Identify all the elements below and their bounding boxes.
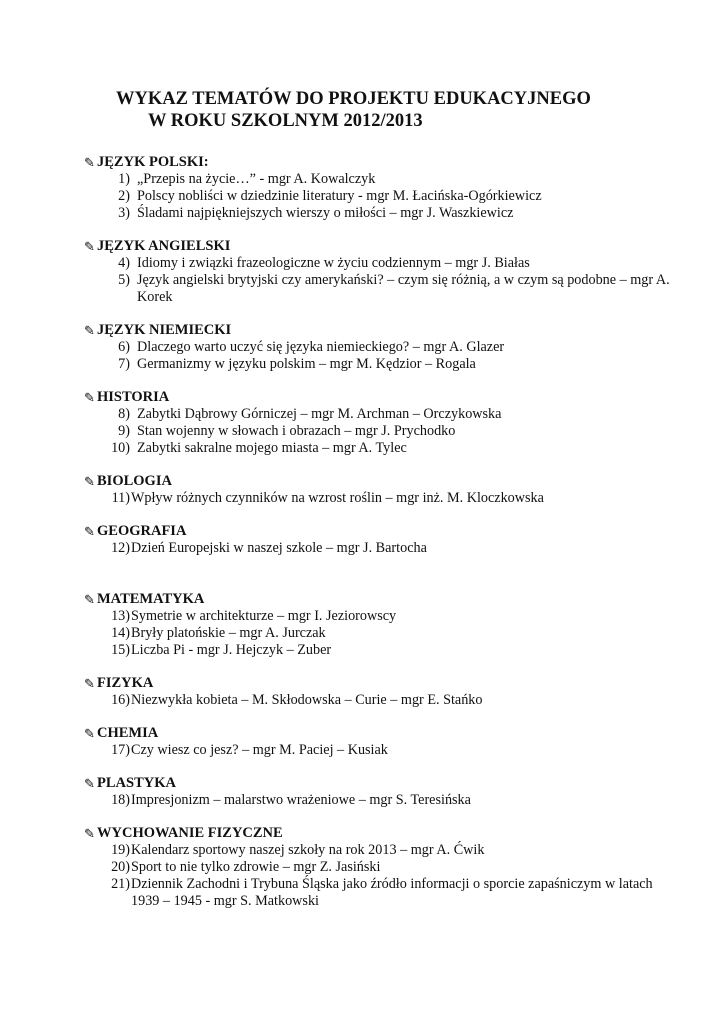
item-text: Zabytki Dąbrowy Górniczej – mgr M. Archman – Orczykowska — [137, 406, 502, 422]
section-label: JĘZYK POLSKI: — [97, 154, 209, 170]
topic-list — [84, 406, 684, 457]
section-wychowanie-fizyczne — [84, 825, 684, 910]
section-historia — [84, 389, 684, 457]
pencil-bullet-icon: ✎ — [84, 390, 95, 405]
section-jezyk-niemiecki — [84, 322, 684, 373]
item-number: 21) — [111, 876, 130, 892]
topic-list — [84, 792, 684, 809]
item-number: 2) — [118, 188, 130, 204]
item-number: 14) — [111, 625, 130, 641]
section-biologia — [84, 473, 684, 507]
section-heading — [84, 591, 684, 608]
item-text: Śladami najpiękniejszych wierszy o miłości – mgr J. Waszkiewicz — [137, 205, 514, 221]
item-number: 6) — [118, 339, 130, 355]
item-number: 1) — [118, 171, 130, 187]
section-label: HISTORIA — [97, 389, 170, 405]
topic-list — [84, 842, 684, 910]
section-jezyk-angielski — [84, 238, 684, 306]
item-text: Wpływ różnych czynników na wzrost roślin – mgr inż. M. Kloczkowska — [131, 490, 544, 506]
pencil-bullet-icon: ✎ — [84, 826, 95, 841]
list-item — [84, 255, 684, 272]
item-text: Zabytki sakralne mojego miasta – mgr A. Tylec — [137, 440, 407, 456]
item-number: 20) — [111, 859, 130, 875]
section-heading — [84, 775, 684, 792]
item-text: Impresjonizm – malarstwo wrażeniowe – mgr S. Teresińska — [131, 792, 471, 808]
pencil-bullet-icon: ✎ — [84, 726, 95, 741]
item-number: 9) — [118, 423, 130, 439]
item-number: 10) — [111, 440, 130, 456]
pencil-bullet-icon: ✎ — [84, 776, 95, 791]
item-text: Stan wojenny w słowach i obrazach – mgr J. Prychodko — [137, 423, 456, 439]
topic-list — [84, 608, 684, 659]
pencil-bullet-icon: ✎ — [84, 524, 95, 539]
list-item — [84, 625, 684, 642]
item-number: 7) — [118, 356, 130, 372]
section-heading — [84, 238, 684, 255]
item-number: 19) — [111, 842, 130, 858]
item-text: Dzień Europejski w naszej szkole – mgr J. Bartocha — [131, 540, 427, 556]
item-text: Germanizmy w języku polskim – mgr M. Kędzior – Rogala — [137, 356, 476, 372]
item-number: 4) — [118, 255, 130, 271]
section-chemia — [84, 725, 684, 759]
section-jezyk-polski — [84, 154, 684, 222]
topic-list — [84, 171, 684, 222]
section-heading — [84, 473, 684, 490]
item-number: 13) — [111, 608, 130, 624]
topic-list — [84, 255, 684, 306]
section-label: MATEMATYKA — [97, 591, 205, 607]
section-fizyka — [84, 675, 684, 709]
list-item — [84, 540, 684, 557]
list-item — [84, 692, 684, 709]
list-item — [84, 859, 684, 876]
list-item — [84, 608, 684, 625]
list-item — [84, 406, 684, 423]
item-number: 12) — [111, 540, 130, 556]
section-heading — [84, 154, 684, 171]
pencil-bullet-icon: ✎ — [84, 474, 95, 489]
item-text: Dziennik Zachodni i Trybuna Śląska jako źródło informacji o sporcie zapaśniczym w latach 1939 – 1945 - mgr S. Matkowski — [131, 876, 653, 909]
item-text: Polscy nobliści w dziedzinie literatury - mgr M. Łacińska-Ogórkiewicz — [137, 188, 542, 204]
section-heading — [84, 523, 684, 540]
pencil-bullet-icon: ✎ — [84, 239, 95, 254]
document-title-line-1: WYKAZ TEMATÓW DO PROJEKTU EDUKACYJNEGO — [116, 89, 591, 109]
item-text: Kalendarz sportowy naszej szkoły na rok 2013 – mgr A. Ćwik — [131, 842, 485, 858]
pencil-bullet-icon: ✎ — [84, 676, 95, 691]
item-text: Liczba Pi - mgr J. Hejczyk – Zuber — [131, 642, 332, 658]
item-text: „Przepis na życie…” - mgr A. Kowalczyk — [137, 171, 376, 187]
item-number: 11) — [111, 490, 130, 506]
list-item — [84, 490, 684, 507]
list-item — [84, 842, 684, 859]
section-heading — [84, 322, 684, 339]
topic-list — [84, 540, 684, 557]
item-text: Sport to nie tylko zdrowie – mgr Z. Jasiński — [131, 859, 381, 875]
item-text: Symetrie w architekturze – mgr I. Jeziorowscy — [131, 608, 397, 624]
item-number: 8) — [118, 406, 130, 422]
section-label: JĘZYK NIEMIECKI — [97, 322, 232, 338]
section-geografia — [84, 523, 684, 557]
list-item — [84, 742, 684, 759]
item-text: Czy wiesz co jesz? – mgr M. Paciej – Kusiak — [131, 742, 388, 758]
item-number: 5) — [118, 272, 130, 288]
section-label: BIOLOGIA — [97, 473, 172, 489]
section-heading — [84, 675, 684, 692]
section-label: WYCHOWANIE FIZYCZNE — [97, 825, 283, 841]
item-text: Bryły platońskie – mgr A. Jurczak — [131, 625, 326, 641]
pencil-bullet-icon: ✎ — [84, 155, 95, 170]
list-item — [84, 792, 684, 809]
item-text: Idiomy i związki frazeologiczne w życiu codziennym – mgr J. Białas — [137, 255, 530, 271]
item-number: 16) — [111, 692, 130, 708]
section-heading — [84, 825, 684, 842]
section-label: FIZYKA — [97, 675, 154, 691]
list-item — [84, 205, 684, 222]
pencil-bullet-icon: ✎ — [84, 592, 95, 607]
item-number: 18) — [111, 792, 130, 808]
section-matematyka — [84, 591, 684, 659]
section-plastyka — [84, 775, 684, 809]
section-label: GEOGRAFIA — [97, 523, 187, 539]
item-number: 17) — [111, 742, 130, 758]
list-item — [84, 423, 684, 440]
list-item — [84, 171, 684, 188]
item-text: Język angielski brytyjski czy amerykański? – czym się różnią, a w czym są podobne – mgr A. Korek — [137, 272, 670, 305]
topic-list — [84, 742, 684, 759]
item-text: Dlaczego warto uczyć się języka niemieckiego? – mgr A. Glazer — [137, 339, 505, 355]
list-item — [84, 356, 684, 373]
section-label: CHEMIA — [97, 725, 159, 741]
item-number: 15) — [111, 642, 130, 658]
list-item — [84, 339, 684, 356]
section-heading — [84, 389, 684, 406]
list-item — [84, 642, 684, 659]
list-item — [84, 876, 684, 910]
list-item — [84, 188, 684, 205]
section-heading — [84, 725, 684, 742]
topic-list — [84, 490, 684, 507]
list-item — [84, 440, 684, 457]
document-title-line-2: W ROKU SZKOLNYM 2012/2013 — [148, 111, 423, 131]
topic-list — [84, 692, 684, 709]
pencil-bullet-icon: ✎ — [84, 323, 95, 338]
section-label: PLASTYKA — [97, 775, 176, 791]
list-item — [84, 272, 684, 306]
item-text: Niezwykła kobieta – M. Skłodowska – Curie – mgr E. Stańko — [131, 692, 483, 708]
item-number: 3) — [118, 205, 130, 221]
section-label: JĘZYK ANGIELSKI — [97, 238, 231, 254]
topic-list — [84, 339, 684, 373]
